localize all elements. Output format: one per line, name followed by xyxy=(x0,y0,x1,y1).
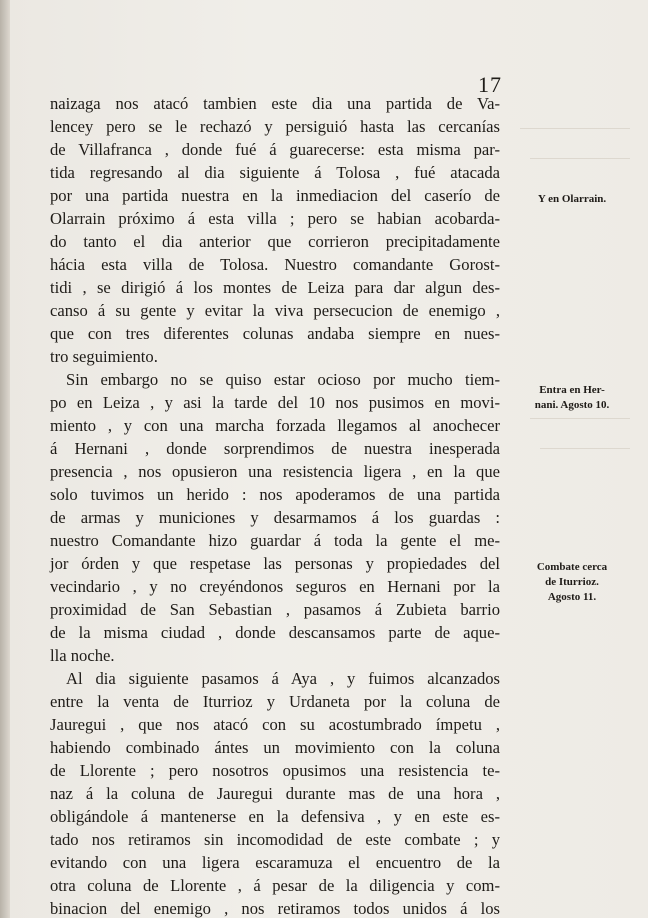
text-line: tado nos retiramos sin incomodidad de este combate ; y xyxy=(50,830,500,849)
text-line: binacion del enemigo , nos retiramos todos unidos á los xyxy=(50,899,500,918)
margin-note-hernani xyxy=(498,383,646,413)
page-number: 17 xyxy=(478,72,502,97)
main-text-block xyxy=(50,92,500,918)
text-line: por una partida nuestra en la inmediacion del caserío de xyxy=(50,186,500,205)
text-line: jor órden y que respetase las personas y propiedades del xyxy=(50,554,500,573)
text-line: Jauregui , que nos atacó con su acostumbrado ímpetu , xyxy=(50,715,500,734)
text-line: de la misma ciudad , donde descansamos parte de aque- xyxy=(50,623,500,642)
text-line: vecindario , y no creyéndonos seguros en Hernani por la xyxy=(50,577,500,596)
margin-note-line: Agosto 11. xyxy=(547,591,597,603)
text-line: que con tres diferentes colunas andaba siempre en nues- xyxy=(50,324,500,343)
text-line: naz á la coluna de Jauregui durante mas de una hora , xyxy=(50,784,500,803)
text-line: proximidad de San Sebastian , pasamos á Zubieta barrio xyxy=(50,600,500,619)
text-line: solo tuvimos un herido : nos apoderamos de una partida xyxy=(50,485,500,504)
bleed-through-mark xyxy=(530,158,630,165)
bleed-through-mark xyxy=(530,418,630,425)
text-line: tro seguimiento. xyxy=(50,347,158,366)
text-line: obligándole á mantenerse en la defensiva , y en este es- xyxy=(50,807,500,826)
text-line: lla noche. xyxy=(50,646,115,665)
text-line: Sin embargo no se quiso estar ocioso por mucho tiem- xyxy=(66,370,500,389)
paragraph-2 xyxy=(50,368,500,667)
text-line: do tanto el dia anterior que corrieron precipitadamente xyxy=(50,232,500,251)
text-line: miento , y con una marcha forzada llegamos al anochecer xyxy=(50,416,500,435)
margin-note-line: de Iturrioz. xyxy=(545,576,599,588)
bleed-through-mark xyxy=(520,128,630,135)
text-line: tidi , se dirigió á los montes de Leiza para dar algun des- xyxy=(50,278,500,297)
paragraph-1 xyxy=(50,92,500,368)
margin-note-line: Combate cerca xyxy=(536,561,608,573)
text-line: po en Leiza , y asi la tarde del 10 nos pusimos en movi- xyxy=(50,393,500,412)
text-line: lencey pero se le rechazó y persiguió hasta las cercanías xyxy=(50,117,500,136)
text-line: evitando con una ligera escaramuza el encuentro de la xyxy=(50,853,500,872)
text-line: de Villafranca , donde fué á guarecerse: esta misma par- xyxy=(50,140,500,159)
page-edge-shadow xyxy=(0,0,10,918)
margin-note-line: nani. Agosto 10. xyxy=(534,399,610,411)
bleed-through-mark xyxy=(540,448,630,455)
text-line: de Llorente ; pero nosotros opusimos una resistencia te- xyxy=(50,761,500,780)
text-line: tida regresando al dia siguiente á Tolosa , fué atacada xyxy=(50,163,500,182)
margin-note-iturrioz xyxy=(498,560,646,605)
text-line: entre la venta de Iturrioz y Urdaneta por la coluna de xyxy=(50,692,500,711)
text-line: de armas y municiones y desarmamos á los guardas : xyxy=(50,508,500,527)
text-line: hácia esta villa de Tolosa. Nuestro comandante Gorost- xyxy=(50,255,500,274)
text-line: nuestro Comandante hizo guardar á toda la gente el me- xyxy=(50,531,500,550)
text-line: Olarrain próximo á esta villa ; pero se habian acobarda- xyxy=(50,209,500,228)
margin-note-line: Y en Olarrain. xyxy=(537,193,607,205)
text-line: á Hernani , donde sorprendimos de nuestra inesperada xyxy=(50,439,500,458)
margin-note-olarrain xyxy=(498,192,646,207)
text-line: presencia , nos opusieron una resistencia ligera , en la que xyxy=(50,462,500,481)
text-line: naizaga nos atacó tambien este dia una partida de Va- xyxy=(50,94,500,113)
text-line: Al dia siguiente pasamos á Aya , y fuimos alcanzados xyxy=(66,669,500,688)
text-line: otra coluna de Llorente , á pesar de la diligencia y com- xyxy=(50,876,500,895)
paragraph-3 xyxy=(50,667,500,918)
text-line: canso á su gente y evitar la viva persecucion de enemigo , xyxy=(50,301,500,320)
text-line: habiendo combinado ántes un movimiento con la coluna xyxy=(50,738,500,757)
margin-note-line: Entra en Her- xyxy=(539,384,605,396)
